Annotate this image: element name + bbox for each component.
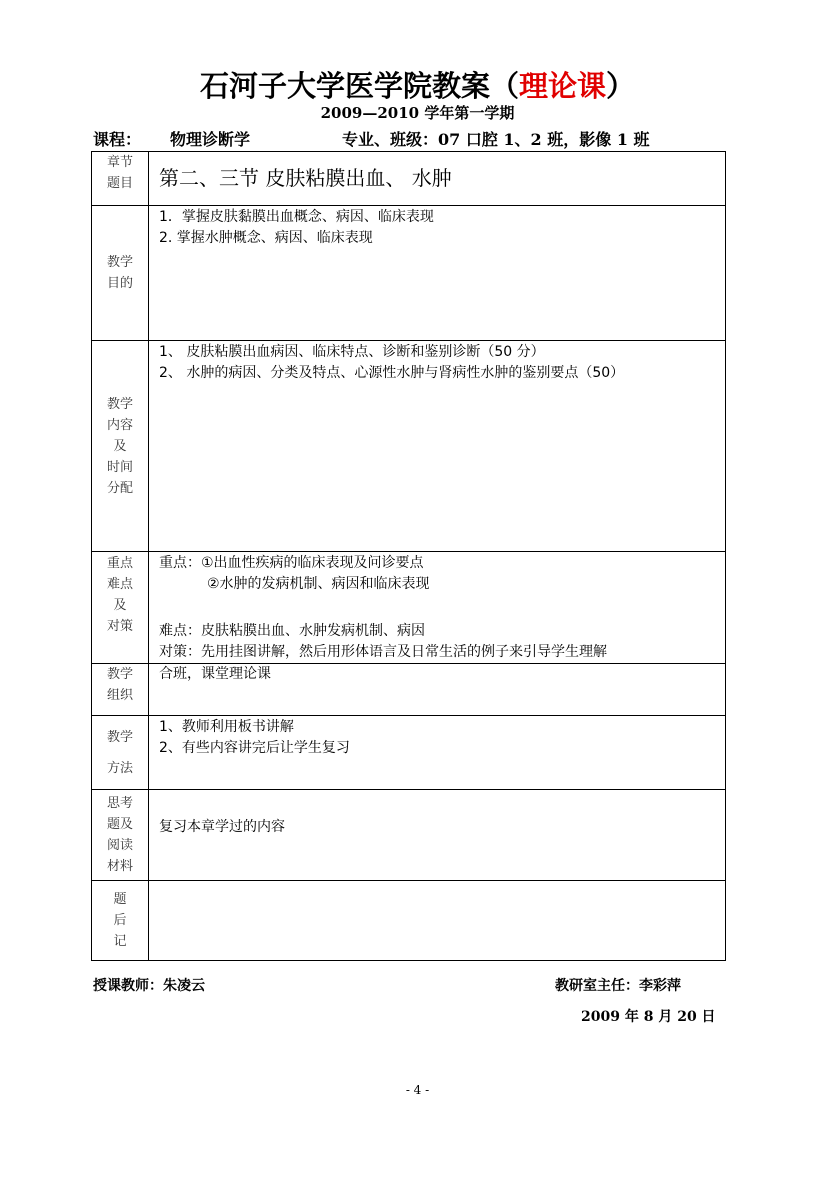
method-label-line: 教学 <box>106 729 133 745</box>
teacher-signature: 授课教师：朱凌云 <box>93 978 205 994</box>
content-label-line: 及 <box>113 438 127 454</box>
chapter-label-cell <box>92 152 149 206</box>
course-info-line <box>93 124 733 150</box>
key-points-cell <box>149 552 726 664</box>
thinking-label-line: 材料 <box>106 859 133 874</box>
content-item: 2、 水肿的病因、分类及特点、心源性水肿与肾病性水肿的鉴别要点（50） <box>159 365 625 381</box>
postscript-label-cell <box>92 881 149 961</box>
organization-cell <box>149 664 726 716</box>
thinking-label-line: 思考 <box>106 796 133 811</box>
strategy-text: 对策：先用挂图讲解，然后用形体语言及日常生活的例子来引导学生理解 <box>159 644 607 660</box>
goal-label-line: 目的 <box>106 276 133 291</box>
document-date: 2009 年 8 月 20 日 <box>581 1009 716 1025</box>
postscript-label-line: 记 <box>113 934 127 949</box>
title-course-type: 理论课 <box>518 69 606 103</box>
content-row <box>92 341 726 552</box>
postscript-cell <box>149 881 726 961</box>
thinking-label-cell <box>92 790 149 881</box>
content-label-line: 教学 <box>106 396 133 412</box>
difficulty-text: 难点：皮肤粘膜出血、水肿发病机制、病因 <box>159 623 425 639</box>
method-item: 2、有些内容讲完后让学生复习 <box>159 740 350 756</box>
content-label-line: 内容 <box>106 417 133 433</box>
organization-text: 合班，课堂理论课 <box>159 666 271 682</box>
page-title <box>0 64 835 105</box>
goal-content-cell <box>149 206 726 341</box>
key-label-line: 重点 <box>106 556 133 571</box>
key-label-line: 难点 <box>106 577 133 592</box>
method-cell <box>149 716 726 790</box>
method-label-cell <box>92 716 149 790</box>
content-label-line: 时间 <box>106 459 133 475</box>
chapter-title-cell <box>149 152 726 206</box>
organization-label-line: 教学 <box>106 667 133 682</box>
postscript-row <box>92 881 726 961</box>
goal-label-line: 教学 <box>106 255 133 270</box>
key-label-line: 及 <box>113 598 127 613</box>
organization-label-line: 组织 <box>106 688 133 703</box>
content-item: 1、 皮肤粘膜出血病因、临床特点、诊断和鉴别诊断（50 分） <box>159 344 545 360</box>
thinking-text: 复习本章学过的内容 <box>159 818 285 835</box>
postscript-label-line: 后 <box>113 913 127 928</box>
method-item: 1、教师利用板书讲解 <box>159 719 294 735</box>
chapter-label-line: 章节 <box>106 155 133 170</box>
thinking-row <box>92 790 726 881</box>
content-cell <box>149 341 726 552</box>
title-close: ） <box>606 69 636 103</box>
thinking-cell <box>149 790 726 881</box>
title-main: 石河子大学医学院教案（ <box>199 69 519 103</box>
method-label-line: 方法 <box>106 760 133 776</box>
director-signature: 教研室主任：李彩萍 <box>555 978 681 994</box>
key-point-item: ②水肿的发病机制、病因和临床表现 <box>207 576 430 592</box>
course-name: 物理诊断学 <box>170 130 251 149</box>
key-points-row <box>92 552 726 664</box>
semester-subtitle: 2009—2010 学年第一学期 <box>320 104 515 122</box>
key-point-item: 重点：①出血性疾病的临床表现及问诊要点 <box>159 555 424 571</box>
content-label-line: 分配 <box>106 480 133 496</box>
page-number: - 4 - <box>405 1083 430 1097</box>
goal-item: 1．掌握皮肤黏膜出血概念、病因、临床表现 <box>159 209 434 225</box>
chapter-title: 第二、三节 皮肤粘膜出血、 水肿 <box>159 166 452 190</box>
chapter-label-line: 题目 <box>106 176 133 191</box>
goal-row <box>92 206 726 341</box>
goal-item: 2. 掌握水肿概念、病因、临床表现 <box>159 230 373 246</box>
key-label-line: 对策 <box>106 619 133 634</box>
organization-label-cell <box>92 664 149 716</box>
thinking-label-line: 题及 <box>106 817 133 832</box>
lesson-plan-table <box>91 151 726 961</box>
goal-label-cell <box>92 206 149 341</box>
organization-row <box>92 664 726 716</box>
key-label-cell <box>92 552 149 664</box>
thinking-label-line: 阅读 <box>106 838 133 853</box>
postscript-label-line: 题 <box>113 892 127 907</box>
chapter-row <box>92 152 726 206</box>
method-row <box>92 716 726 790</box>
course-label: 课程： <box>93 130 142 149</box>
major-class-info: 专业、班级：07 口腔 1、2 班，影像 1 班 <box>342 130 650 149</box>
content-label-cell <box>92 341 149 552</box>
